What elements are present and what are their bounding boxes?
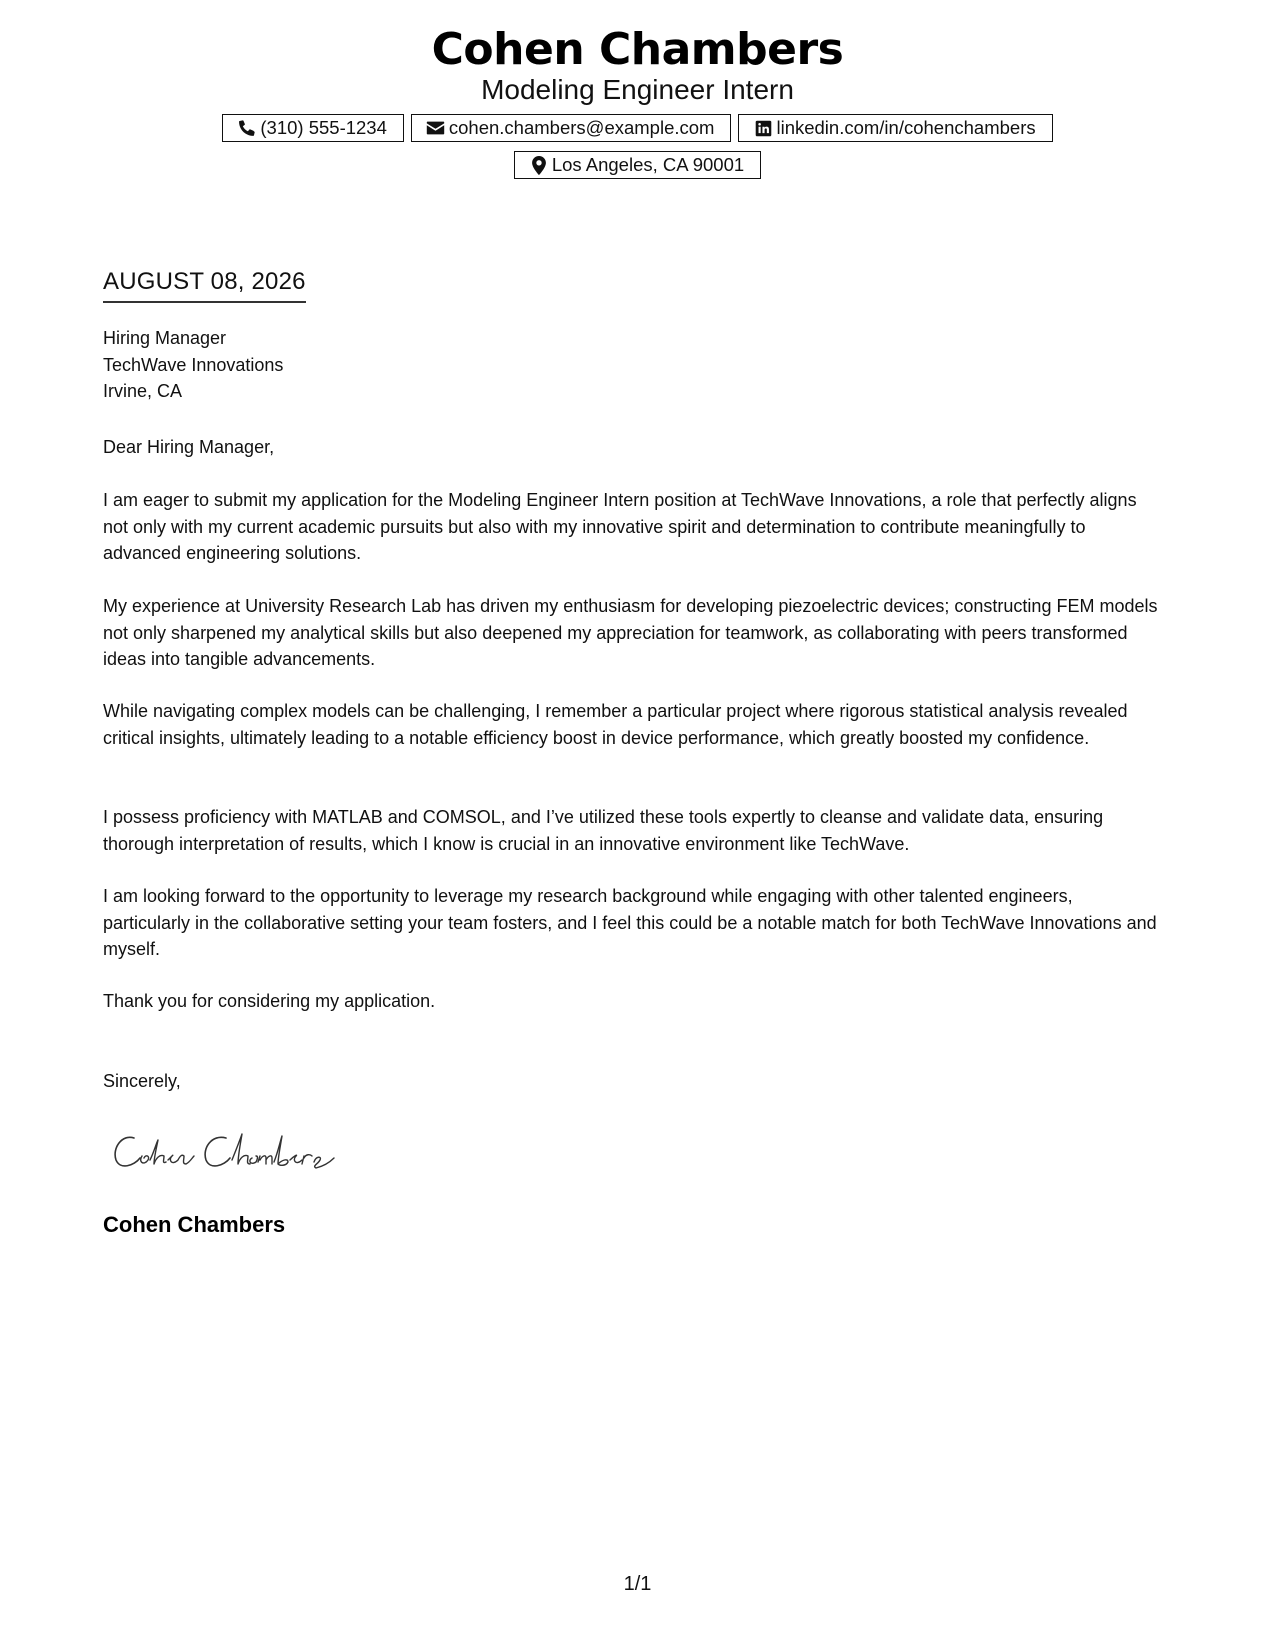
recipient-location: Irvine, CA <box>103 381 183 401</box>
body-paragraph: My experience at University Research Lab has driven my enthusiasm for developing piezoelectric devices; constructing FEM models not only sharpened my analytical skills but also deepened my appreciation for teamwork, as collaborating with peers transformed ideas into tangible advancements. <box>103 596 1158 669</box>
recipient-company: TechWave Innovations <box>103 354 284 375</box>
letter-date: AUGUST 08, 2026 <box>103 267 306 303</box>
linkedin-chip[interactable] <box>738 114 1052 142</box>
recipient-title: Hiring Manager <box>103 328 227 348</box>
contact-row-location <box>0 151 1275 179</box>
applicant-name: Cohen Chambers <box>431 24 844 75</box>
phone-text: (310) 555-1234 <box>260 117 387 138</box>
body-paragraph: I am looking forward to the opportunity to leverage my research background while engaging with other talented engineers, particularly in the collaborative setting your team fosters, and I feel this could be a notable match for both TechWave Innovations and myself. <box>103 886 1157 959</box>
phone-icon <box>237 118 257 138</box>
linkedin-icon <box>753 118 773 138</box>
closing: Sincerely, <box>103 1071 181 1091</box>
signer-name: Cohen Chambers <box>103 1212 286 1237</box>
email-text: cohen.chambers@example.com <box>448 117 715 138</box>
salutation: Dear Hiring Manager, <box>103 437 275 457</box>
phone-chip[interactable] <box>222 114 404 142</box>
body-paragraph: I am eager to submit my application for the Modeling Engineer Intern position at TechWave Innovations, a role that perfectly aligns not only with my current academic pursuits but also with my innovative spirit and determination to contribute meaningfully to advanced engineering solutions. <box>103 490 1137 563</box>
handwritten-signature <box>108 1122 368 1182</box>
page-number: 1/1 <box>623 1573 652 1595</box>
body-paragraph: Thank you for considering my application. <box>103 991 436 1011</box>
location-text: Los Angeles, CA 90001 <box>551 154 745 175</box>
body-paragraph: While navigating complex models can be challenging, I remember a particular project where rigorous statistical analysis revealed critical insights, ultimately leading to a notable efficiency boost in device performance, which greatly boosted my confidence. <box>103 701 1128 748</box>
location-chip[interactable] <box>514 151 761 179</box>
map-pin-icon <box>529 155 549 175</box>
linkedin-text: linkedin.com/in/cohenchambers <box>776 117 1036 138</box>
email-chip[interactable] <box>411 114 732 142</box>
contact-row <box>0 114 1275 142</box>
recipient-block <box>103 325 1163 405</box>
body-paragraph: I possess proficiency with MATLAB and COMSOL, and I’ve utilized these tools expertly to cleanse and validate data, ensuring thorough interpretation of results, which I know is crucial in an innovative environment like TechWave. <box>103 807 1104 854</box>
envelope-icon <box>426 118 446 138</box>
job-title: Modeling Engineer Intern <box>481 74 794 105</box>
